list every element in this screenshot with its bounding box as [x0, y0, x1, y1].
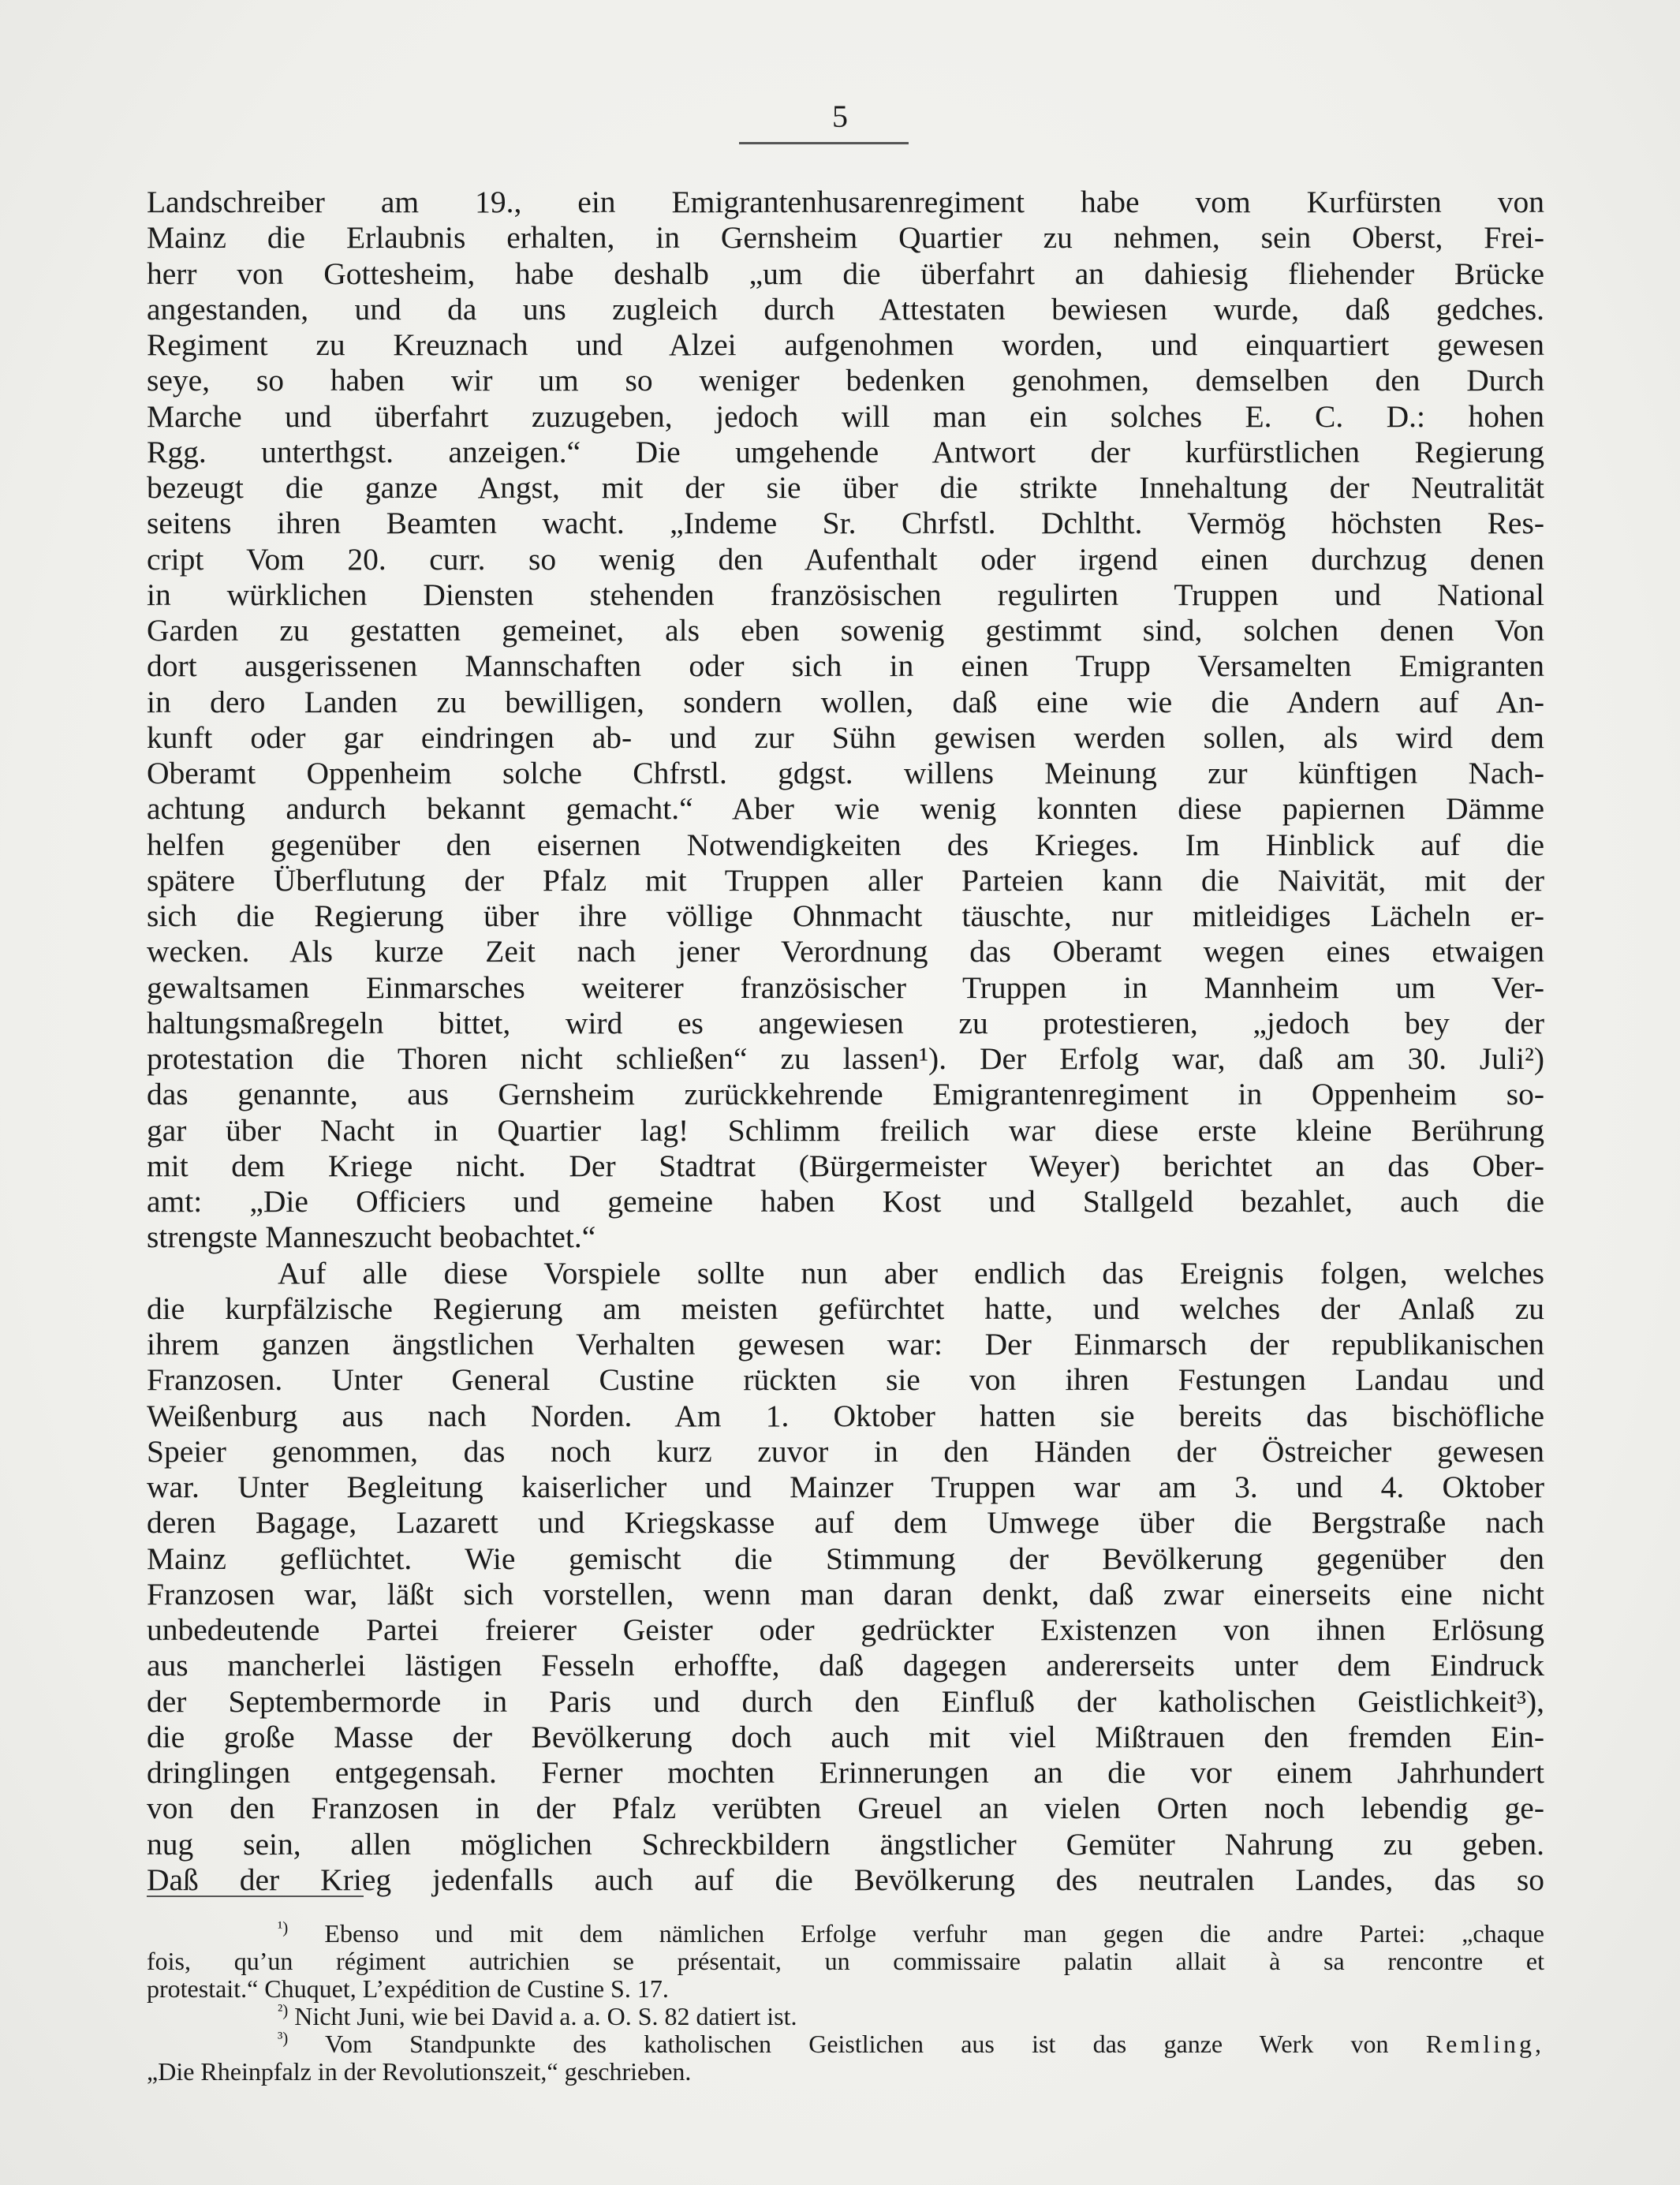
text-line: spätere Überflutung der Pfalz mit Truppen aller Parteien kann die Naivität, mit der: [147, 862, 1544, 898]
text-line: Weißenburg aus nach Norden. Am 1. Oktober hatten sie bereits das bischöfliche: [147, 1398, 1544, 1433]
footnote-rule: [147, 1896, 364, 1897]
text-line: unbedeutende Partei freierer Geister oder gedrückter Existenzen von ihnen Erlösung: [147, 1612, 1544, 1647]
footnote-text: Nicht Juni, wie bei David a. a. O. S. 82 datiert ist.: [294, 2002, 797, 2030]
footnote-2-line: [147, 2000, 1544, 2030]
footnote-1-line: protestait.“ Chuquet, L’expédition de Custine S. 17.: [147, 1974, 669, 2003]
footnote-text: Ebenso und mit dem nämlichen Erfolge verfuhr man gegen die andre Partei: „chaque: [324, 1919, 1545, 1948]
text-line: die kurpfälzische Regierung am meisten gefürchtet hatte, und welches der Anlaß zu: [147, 1290, 1544, 1326]
page-number: 5: [832, 99, 848, 134]
text-line: gar über Nacht in Quartier lag! Schlimm freilich war diese erste kleine Berührung: [147, 1112, 1544, 1148]
text-line: nug sein, allen möglichen Schreckbildern ängstlicher Gemüter Nahrung zu geben.: [147, 1826, 1544, 1862]
text-line: sich die Regierung über ihre völlige Ohnmacht täuschte, nur mitleidiges Lächeln er-: [147, 898, 1544, 933]
text-line: ihrem ganzen ängstlichen Verhalten gewesen war: Der Einmarsch der republikanischen: [147, 1327, 1544, 1361]
text-line: Garden zu gestatten gemeinet, als eben sowenig gestimmt sind, solchen denen Von: [147, 613, 1544, 648]
header-rule: [739, 142, 909, 144]
body-text: [147, 185, 1544, 1898]
text-line: cript Vom 20. curr. so wenig den Aufenthalt oder irgend einen durchzug denen: [147, 541, 1544, 577]
text-line: die große Masse der Bevölkerung doch auch mit viel Mißtrauen den fremden Ein-: [147, 1719, 1544, 1754]
text-line: Speier genommen, das noch kurz zuvor in den Händen der Östreicher gewesen: [147, 1433, 1544, 1469]
text-line: seye, so haben wir um so weniger bedenken genohmen, demselben den Durch: [147, 363, 1544, 398]
footnote-3-line: „Die Rheinpfalz in der Revolutionszeit,“ geschrieben.: [147, 2057, 692, 2086]
author-name: Remling,: [1425, 2030, 1544, 2058]
text-line: haltungsmaßregeln bittet, wird es angewiesen zu protestieren, „jedoch bey der: [147, 1005, 1544, 1040]
text-line: Rgg. unterthgst. anzeigen.“ Die umgehende Antwort der kurfürstlichen Regierung: [147, 434, 1544, 469]
text-line: herr von Gottesheim, habe deshalb „um die überfahrt an dahiesig fliehender Brücke: [147, 256, 1544, 291]
text-line: aus mancherlei lästigen Fesseln erhoffte, daß dagegen andererseits unter dem Eindruck: [147, 1648, 1544, 1683]
text-line: Franzosen. Unter General Custine rückten sie von ihren Festungen Landau und: [147, 1362, 1544, 1398]
text-line: in würklichen Diensten stehenden französischen regulirten Truppen und National: [147, 577, 1544, 612]
text-line: deren Bagage, Lazarett und Kriegskasse auf dem Umwege über die Bergstraße nach: [147, 1505, 1544, 1541]
text-line: amt: „Die Officiers und gemeine haben Kost und Stallgeld bezahlet, auch die: [147, 1184, 1544, 1219]
text-line: gewaltsamen Einmarsches weiterer französischer Truppen in Mannheim um Ver-: [147, 969, 1544, 1005]
text-line: helfen gegenüber den eisernen Notwendigkeiten des Krieges. Im Hinblick auf die: [147, 827, 1544, 862]
text-line: von den Franzosen in der Pfalz verübten Greuel an vielen Orten noch lebendig ge-: [147, 1791, 1544, 1826]
text-line: wecken. Als kurze Zeit nach jener Verordnung das Oberamt wegen eines etwaigen: [147, 934, 1544, 969]
text-line: der Septembermorde in Paris und durch den Einfluß der katholischen Geistlichkeit³),: [147, 1683, 1544, 1719]
text-line: das genannte, aus Gernsheim zurückkehrende Emigrantenregiment in Oppenheim so-: [147, 1077, 1544, 1112]
footnotes: [147, 1920, 1544, 2086]
footnote-1-line: [147, 1920, 1544, 1948]
text-line: kunft oder gar eindringen ab- und zur Sühn gewisen werden sollen, als wird dem: [147, 719, 1544, 755]
text-line: angestanden, und da uns zugleich durch Attestaten bewiesen wurde, daß gedches.: [147, 291, 1544, 327]
text-line: Regiment zu Kreuznach und Alzei aufgenohmen worden, und einquartiert gewesen: [147, 327, 1544, 362]
footnote-marker: ²): [278, 2000, 289, 2020]
text-line: Mainz die Erlaubnis erhalten, in Gernsheim Quartier zu nehmen, sein Oberst, Frei-: [147, 220, 1544, 256]
footnote-1-line: fois, qu’un régiment autrichien se présentait, un commissaire palatin allait à sa rencontre et: [147, 1947, 1544, 1975]
footnote-marker: ¹): [278, 1918, 289, 1937]
text-line: Franzosen war, läßt sich vorstellen, wenn man daran denkt, daß zwar einerseits eine nicht: [147, 1576, 1544, 1612]
text-line: dort ausgerissenen Mannschaften oder sich in einen Trupp Versamelten Emigranten: [147, 648, 1544, 684]
text-line: protestation die Thoren nicht schließen“ zu lassen¹). Der Erfolg war, daß am 30. Juli²): [147, 1041, 1544, 1076]
text-line: achtung andurch bekannt gemacht.“ Aber wie wenig konnten diese papiernen Dämme: [147, 791, 1544, 827]
text-line: strengste Manneszucht beobachtet.“: [147, 1219, 596, 1255]
text-line: seitens ihren Beamten wacht. „Indeme Sr. Chrfstl. Dchltht. Vermög höchsten Res-: [147, 506, 1544, 541]
text-line: Mainz geflüchtet. Wie gemischt die Stimmung der Bevölkerung gegenüber den: [147, 1541, 1544, 1576]
text-line: dringlingen entgegensah. Ferner mochten Erinnerungen an die vor einem Jahrhundert: [147, 1755, 1544, 1790]
footnote-3-line: [147, 2030, 1544, 2058]
text-line: bezeugt die ganze Angst, mit der sie über die strikte Innehaltung der Neutralität: [147, 470, 1544, 505]
footnote-text: Vom Standpunkte des katholischen Geistlichen aus ist das ganze Werk von: [324, 2030, 1389, 2058]
text-line: in dero Landen zu bewilligen, sondern wollen, daß eine wie die Andern auf An-: [147, 684, 1544, 719]
text-line: Daß der Krieg jedenfalls auch auf die Bevölkerung des neutralen Landes, das so: [147, 1862, 1544, 1897]
text-line: war. Unter Begleitung kaiserlicher und Mainzer Truppen war am 3. und 4. Oktober: [147, 1470, 1544, 1504]
text-line: Marche und überfahrt zuzugeben, jedoch will man ein solches E. C. D.: hohen: [147, 398, 1544, 434]
text-line: Auf alle diese Vorspiele sollte nun aber endlich das Ereignis folgen, welches: [278, 1255, 1544, 1290]
text-line: Landschreiber am 19., ein Emigrantenhusarenregiment habe vom Kurfürsten von: [147, 185, 1544, 219]
text-line: mit dem Kriege nicht. Der Stadtrat (Bürgermeister Weyer) berichtet an das Ober-: [147, 1148, 1544, 1183]
footnote-marker: ³): [278, 2028, 289, 2048]
text-line: Oberamt Oppenheim solche Chfrstl. gdgst. willens Meinung zur künftigen Nach-: [147, 756, 1544, 790]
